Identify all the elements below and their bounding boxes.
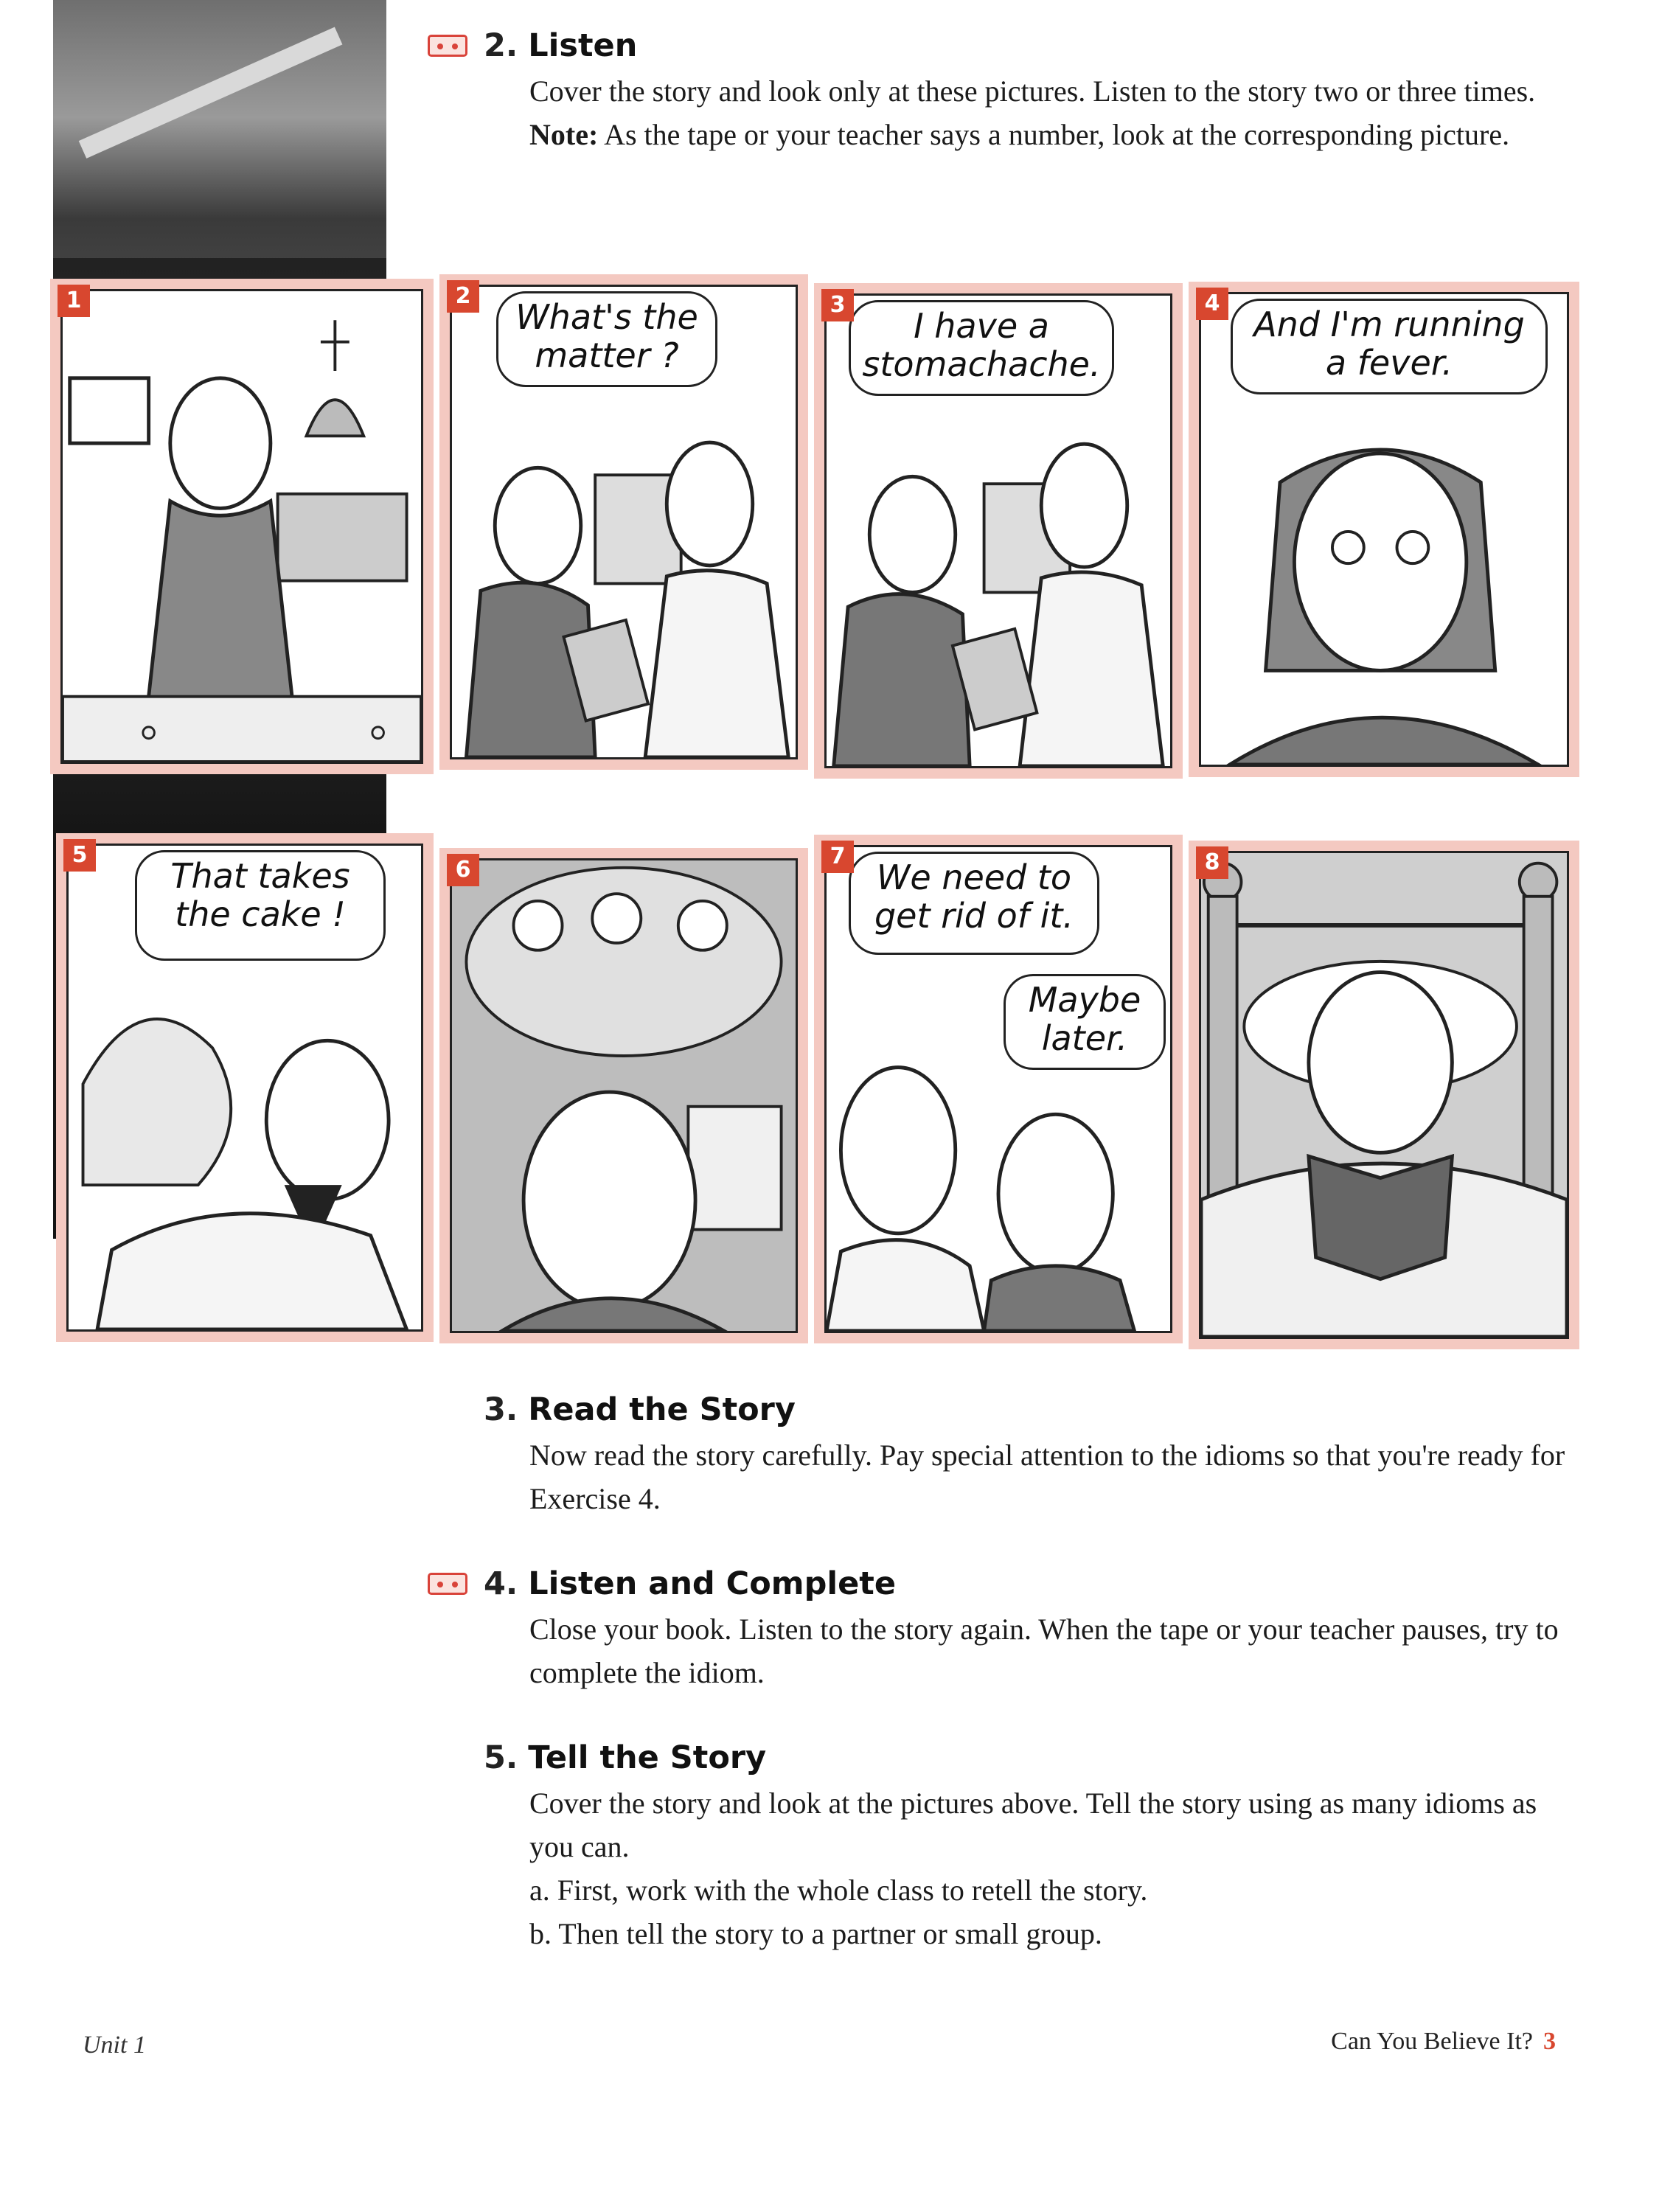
exercise-5-heading [428,1734,1578,1781]
exercise-2-heading [428,22,1578,69]
comic-panel-6 [439,848,808,1343]
comic-panel-3 [814,283,1183,779]
cassette-tape-icon[interactable] [428,35,467,57]
panel-number: 8 [1196,846,1228,879]
list-item-a: a. First, work with the whole class to retell the story. [529,1874,1148,1907]
exercise-4 [428,1560,1578,1694]
exercise-4-body [529,1607,1578,1694]
panel-illustration [824,293,1172,768]
chapter-title: Can You Believe It? [1331,2028,1533,2055]
exercise-2-body [529,69,1578,156]
comic-panel-2 [439,274,808,770]
woman-reading-in-bed-illustration [1201,853,1567,1337]
cassette-tape-icon[interactable] [428,1573,467,1595]
exercise-instructions: Cover the story and look only at these pictures. Listen to the story two or three times. [529,74,1536,108]
speech-bubble: And I'm running a fever. [1231,299,1548,394]
comic-panel-1 [50,279,434,774]
comic-panel-4 [1189,282,1579,777]
exercise-title: Listen [528,27,638,64]
exercise-5-body [529,1781,1578,1955]
exercise-number: 3. [484,1391,518,1428]
exercise-title: Listen and Complete [528,1565,896,1602]
note-label: Note: [529,118,599,151]
speech-bubble: What's the matter ? [496,291,717,387]
speech-bubble-patient: Maybe later. [1004,974,1166,1070]
comic-panel-7 [814,835,1183,1343]
panel-illustration [450,285,798,759]
speech-bubble-doctor: We need to get rid of it. [849,852,1099,955]
woman-with-headache-illustration [63,291,421,762]
exercise-4-heading [428,1560,1578,1607]
photo-beam [79,27,343,159]
exercise-5 [428,1734,1578,1955]
footer-chapter [1331,2028,1556,2056]
comic-panel-5 [56,833,434,1342]
comic-panel-8 [1189,841,1579,1349]
exercise-note [529,113,1578,156]
exercise-number: 4. [484,1565,518,1602]
note-text: As the tape or your teacher says a number, look at the corresponding picture. [604,118,1510,151]
panel-number: 2 [447,280,479,313]
panel-number: 1 [58,285,90,317]
exercise-title: Read the Story [528,1391,796,1428]
exercise-number: 2. [484,27,518,64]
page-number: 3 [1543,2028,1556,2055]
panel-number: 6 [447,854,479,886]
list-item-b: b. Then tell the story to a partner or small group. [529,1917,1102,1950]
exercise-instructions: Close your book. Listen to the story again. When the tape or your teacher pauses, try to complete the idiom. [529,1613,1559,1689]
exercise-instructions: Now read the story carefully. Pay special attention to the idioms so that you're ready for Exercise 4. [529,1439,1565,1515]
panel-illustration [824,845,1172,1333]
panel-illustration [1199,851,1569,1339]
exercise-number: 5. [484,1739,518,1776]
panel-number: 3 [821,289,854,321]
exercise-title: Tell the Story [528,1739,767,1776]
worried-woman-imagining-surgery-illustration [452,860,796,1331]
panel-number: 7 [821,841,854,873]
thought-bubble: That takes the cake ! [135,850,386,961]
exercise-instructions: Cover the story and look at the pictures above. Tell the story using as many idioms as you can. [529,1787,1537,1863]
footer-unit: Unit 1 [83,2031,146,2059]
panel-illustration [60,289,423,764]
exercise-3 [428,1386,1578,1520]
speech-bubble: I have a stomachache. [849,300,1114,396]
panel-illustration [450,858,798,1333]
panel-number: 5 [63,839,96,872]
exercise-2 [428,22,1578,156]
panel-illustration [66,844,423,1332]
exercise-3-heading [428,1386,1578,1433]
exercise-3-body [529,1433,1578,1520]
panel-number: 4 [1196,288,1228,320]
panel-illustration [1199,292,1569,767]
